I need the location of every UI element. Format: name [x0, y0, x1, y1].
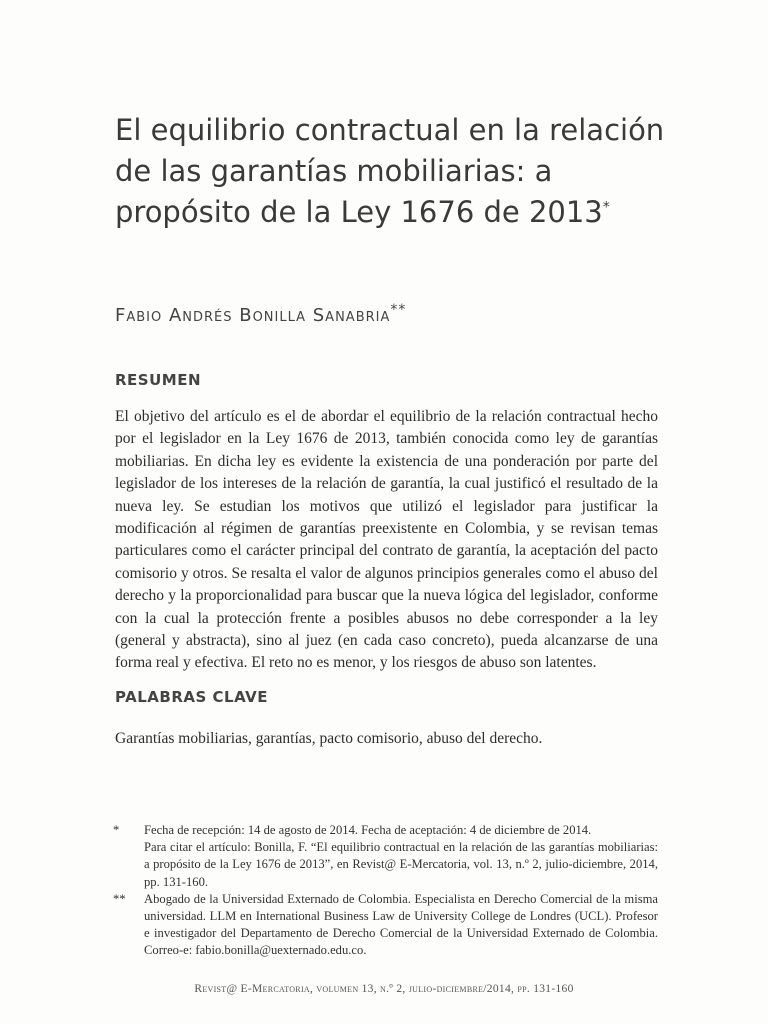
author-name-text: Fabio Andrés Bonilla Sanabria [115, 305, 391, 326]
footnote-1-marker: * [113, 823, 120, 837]
author-name [115, 302, 407, 326]
footnote-2-author-bio: Abogado de la Universidad Externado de Colombia. Especialista en Derecho Comercial de la misma universidad. LLM en International Business Law de University College de Londres (UCL). Profesor e investigador del Departamento de Derecho Comercial de la Universidad Externado de Colombia. Correo-e: fabio.bonilla@uexternado.edu.co. [144, 891, 658, 958]
footnote-2-marker: ** [113, 891, 126, 906]
footnote-2 [113, 891, 658, 960]
title-footnote-marker: * [602, 199, 610, 216]
article-title-text: El equilibrio contractual en la relación de las garantías mobiliarias: a propósito de la Ley 1676 de 2013 [115, 113, 665, 229]
abstract-heading: RESUMEN [115, 371, 202, 389]
running-footer: Revist@ E-Mercatoria, volumen 13, n.º 2, julio-diciembre/2014, pp. 131-160 [194, 983, 574, 995]
footnote-2-body [144, 891, 658, 960]
article-title [115, 110, 675, 233]
keywords-text: Garantías mobiliarias, garantías, pacto comisorio, abuso del derecho. [115, 730, 543, 747]
footnote-1 [113, 822, 658, 891]
footnote-1-citation: Para citar el artículo: Bonilla, F. “El equilibrio contractual en la relación de las garantías mobiliarias: a propósito de la Ley 1676 de 2013”, en Revist@ E-Mercatoria, vol. 13, n.º 2, julio-diciembre, 2014, pp. 131-160. [144, 840, 658, 889]
keywords-heading: PALABRAS CLAVE [115, 688, 269, 706]
abstract-text: El objetivo del artículo es el de abordar el equilibrio de la relación contractual hecho por el legislador en la Ley 1676 de 2013, también conocida como ley de garantías mobiliarias. En dicha ley es evidente la existencia de una ponderación por parte del legislador de los intereses de la relación de garantía, la cual justificó el resultado de la nueva ley. Se estudian los motivos que utilizó el legislador para justificar la modificación al régimen de garantías preexistente en Colombia, y se revisan temas particulares como el carácter principal del contrato de garantía, la aceptación del pacto comisorio y otros. Se resalta el valor de algunos principios generales como el abuso del derecho y la proporcionalidad para buscar que la nueva lógica del legislador, conforme con la cual la protección frente a posibles abusos no debe corresponder a la ley (general y abstracta), sino al juez (en cada caso concreto), pueda alcanzarse de una forma real y efectiva. El reto no es menor, y los riesgos de abuso son latentes. [115, 408, 658, 672]
author-footnote-marker: ** [390, 302, 407, 318]
footnote-1-dates: Fecha de recepción: 14 de agosto de 2014. Fecha de aceptación: 4 de diciembre de 2014. [144, 823, 592, 837]
footnote-1-body [144, 822, 658, 891]
footnotes [113, 822, 658, 960]
